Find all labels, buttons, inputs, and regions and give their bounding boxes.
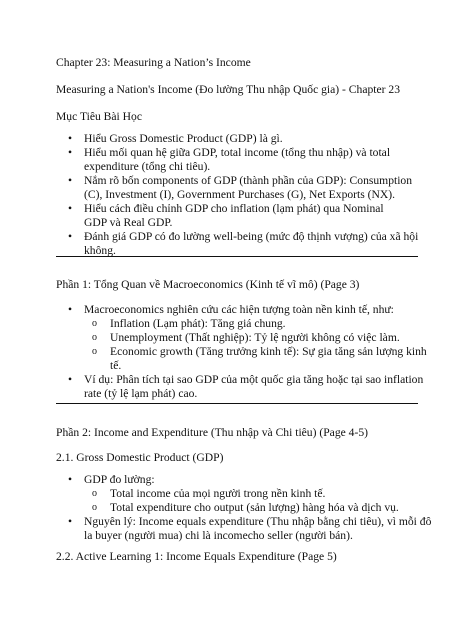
list-item: • Nguyên lý: Income equals expenditure (Thu nhập bằng chi tiêu), vì mỗi đô la buyer (người mua) chi là incomecho seller (người bán).: [68, 515, 432, 542]
horizontal-divider: [56, 403, 418, 404]
gdp-sublist: [84, 487, 418, 515]
bullet-icon: •: [68, 473, 73, 486]
list-item: • GDP đo lường: o Total income của mọi người trong nền kinh tế. o Total expenditure cho output (sản lượng) hàng hóa và dịch vụ.: [56, 473, 418, 515]
list-item: o Inflation (Lạm phát): Tăng giá chung.: [92, 317, 286, 330]
bullet-icon: •: [68, 174, 73, 187]
list-item: • Nắm rõ bốn components of GDP (thành phần của GDP): Consumption (C), Investment (I), Government Purchases (G), Net Exports (NX).: [68, 174, 413, 201]
document-heading: Chapter 23: Measuring a Nation’s Income: [56, 56, 251, 69]
section-heading: 2.1. Gross Domestic Product (GDP): [56, 451, 224, 464]
section-heading: 2.2. Active Learning 1: Income Equals Expenditure (Page 5): [56, 550, 337, 563]
part2-title: Phần 2: Income and Expenditure (Thu nhập và Chi tiêu) (Page 4-5): [56, 426, 368, 439]
list-item: • Macroeconomics nghiên cứu các hiện tượng toàn nền kinh tế, như: o Inflation (Lạm phát): Tăng giá chung. o Unemployment (Thất nghiệp): Tỷ lệ người không có việc làm. o Economic growth (Tăng trưởng kinh tế): Sự gia tăng sản lượng kinh tế.: [68, 303, 427, 372]
list-item: o Unemployment (Thất nghiệp): Tỷ lệ người không có việc làm.: [92, 331, 400, 344]
bullet-icon: •: [68, 515, 73, 528]
list-item: o Total income của mọi người trong nền kinh tế.: [92, 487, 326, 500]
bullet-icon: •: [68, 202, 73, 215]
bullet-icon: •: [68, 146, 73, 159]
sub-bullet-icon: o: [92, 502, 97, 513]
bullet-icon: •: [68, 132, 73, 145]
sub-bullet-icon: o: [92, 488, 97, 499]
part2-list: [56, 473, 432, 543]
list-item: • Đánh giá GDP có đo lường well-being (mức độ thịnh vượng) của xã hội không.: [68, 230, 419, 257]
bullet-icon: •: [68, 230, 73, 243]
sub-bullet-icon: o: [92, 346, 97, 357]
bullet-icon: •: [68, 303, 73, 316]
bullet-icon: •: [68, 373, 73, 386]
part1-list: [56, 303, 427, 401]
list-item: • Hiểu mối quan hệ giữa GDP, total income (tổng thu nhập) và total expenditure (tổng chi tiêu).: [68, 146, 391, 173]
list-item: • Ví dụ: Phân tích tại sao GDP của một quốc gia tăng hoặc tại sao inflation rate (tỷ lệ lạm phát) cao.: [68, 373, 424, 400]
horizontal-divider: [56, 256, 418, 257]
objectives-title: Mục Tiêu Bài Học: [56, 110, 142, 123]
list-item: o Economic growth (Tăng trưởng kinh tế): Sự gia tăng sản lượng kinh tế.: [92, 345, 427, 372]
document-subtitle: Measuring a Nation's Income (Đo lường Thu nhập Quốc gia) - Chapter 23: [56, 83, 400, 96]
list-item: • Hiểu cách điều chỉnh GDP cho inflation (lạm phát) qua Nominal GDP và Real GDP.: [68, 202, 384, 229]
part1-sublist: [84, 317, 427, 373]
sub-bullet-icon: o: [92, 332, 97, 343]
list-item: • Hiểu Gross Domestic Product (GDP) là gì.: [68, 132, 283, 145]
sub-bullet-icon: o: [92, 318, 97, 329]
part1-title: Phần 1: Tổng Quan về Macroeconomics (Kinh tế vĩ mô) (Page 3): [56, 278, 360, 291]
list-item: o Total expenditure cho output (sản lượng) hàng hóa và dịch vụ.: [92, 501, 399, 514]
objectives-list: [56, 132, 418, 258]
